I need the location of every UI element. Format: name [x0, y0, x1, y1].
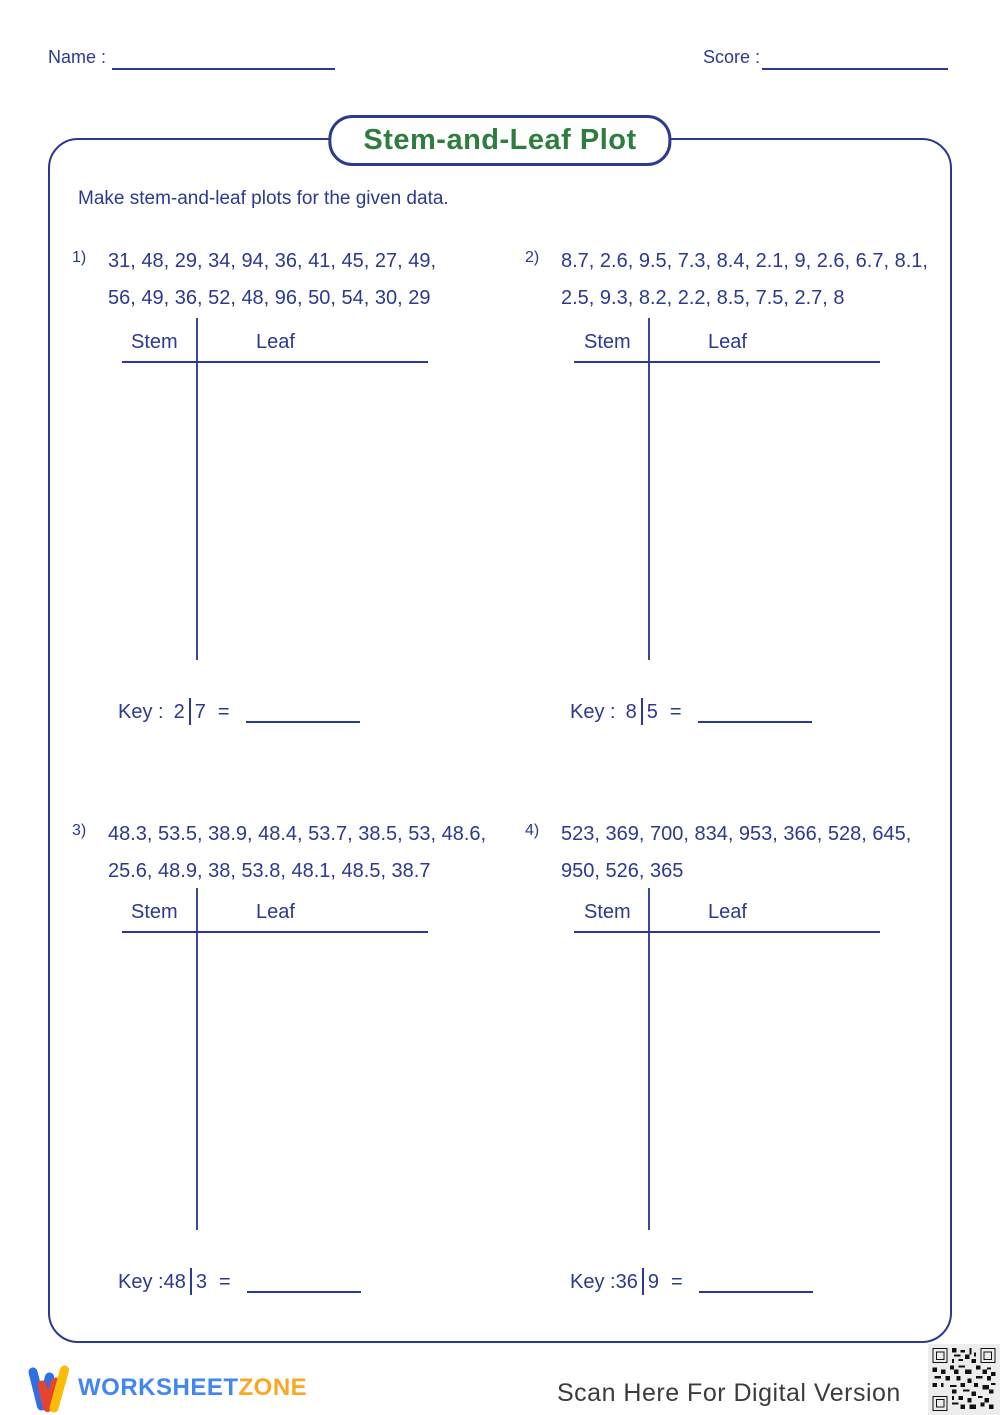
problem-4-data — [561, 816, 911, 890]
key-1-answer-field[interactable] — [246, 703, 360, 723]
problem-4-number: 4) — [525, 822, 540, 839]
key-label: Key : — [118, 1271, 164, 1293]
problem-4-data-line1: 523, 369, 700, 834, 953, 366, 528, 645, — [561, 823, 912, 845]
key-1 — [118, 698, 360, 725]
table-1-fill-area[interactable] — [122, 363, 428, 660]
scan-here-text: Scan Here For Digital Version — [557, 1379, 901, 1407]
brand-name — [78, 1374, 307, 1402]
problem-2-data-line1: 8.7, 2.6, 9.5, 7.3, 8.4, 2.1, 9, 2.6, 6.7, 8.1, — [561, 250, 928, 272]
key-2-answer-field[interactable] — [698, 703, 812, 723]
table-3-fill-area[interactable] — [122, 933, 428, 1230]
stem-leaf-table-1 — [122, 318, 428, 660]
stem-header: Stem — [584, 901, 631, 923]
key-3-stem: 48 — [163, 1271, 186, 1293]
table-2-fill-area[interactable] — [574, 363, 880, 660]
key-label: Key : — [570, 701, 616, 723]
key-3-answer-field[interactable] — [247, 1273, 361, 1293]
worksheetzone-w-icon — [28, 1363, 70, 1413]
problem-1-number: 1) — [72, 249, 87, 266]
instruction-text: Make stem-and-leaf plots for the given data. — [78, 188, 449, 209]
stem-leaf-table-3 — [122, 888, 428, 1230]
key-2-stem: 8 — [625, 701, 637, 723]
problem-3-data-line2: 25.6, 48.9, 38, 53.8, 48.1, 48.5, 38.7 — [108, 860, 431, 882]
leaf-header: Leaf — [708, 901, 747, 923]
problem-2-data — [561, 243, 928, 317]
key-4 — [570, 1268, 813, 1295]
key-label: Key : — [570, 1271, 616, 1293]
key-divider-bar — [642, 1268, 644, 1295]
brand-logo — [28, 1363, 307, 1413]
stem-header: Stem — [584, 331, 631, 353]
score-field[interactable] — [762, 50, 948, 70]
equals-sign: = — [669, 701, 682, 723]
problem-3-data-line1: 48.3, 53.5, 38.9, 48.4, 53.7, 38.5, 53, 48.6, — [108, 823, 487, 845]
key-3 — [118, 1268, 361, 1295]
problem-1-data-line1: 31, 48, 29, 34, 94, 36, 41, 45, 27, 49, — [108, 250, 437, 272]
table-4-fill-area[interactable] — [574, 933, 880, 1230]
stem-header: Stem — [131, 901, 178, 923]
equals-sign: = — [670, 1271, 683, 1293]
score-label: Score : — [703, 47, 761, 67]
key-2 — [570, 698, 812, 725]
problem-3-data — [108, 816, 486, 890]
stem-leaf-table-2 — [574, 318, 880, 660]
key-divider-bar — [641, 698, 643, 725]
name-field[interactable] — [112, 50, 335, 70]
key-divider-bar — [189, 698, 191, 725]
name-label: Name : — [48, 47, 107, 67]
problem-1-data — [108, 243, 436, 317]
leaf-header: Leaf — [256, 331, 295, 353]
key-3-leaf: 3 — [195, 1271, 207, 1293]
key-4-leaf: 9 — [647, 1271, 659, 1293]
key-label: Key : — [118, 701, 164, 723]
stem-leaf-table-4 — [574, 888, 880, 1230]
key-4-answer-field[interactable] — [699, 1273, 813, 1293]
page-title: Stem-and-Leaf Plot — [328, 115, 671, 166]
equals-sign: = — [217, 701, 230, 723]
brand-worksheet: WORKSHEET — [78, 1374, 239, 1401]
key-2-leaf: 5 — [646, 701, 658, 723]
leaf-header: Leaf — [708, 331, 747, 353]
key-1-stem: 2 — [173, 701, 185, 723]
problem-2-data-line2: 2.5, 9.3, 8.2, 2.2, 8.5, 7.5, 2.7, 8 — [561, 287, 845, 309]
key-divider-bar — [190, 1268, 192, 1295]
problem-3-number: 3) — [72, 822, 87, 839]
key-4-stem: 36 — [615, 1271, 638, 1293]
problem-2-number: 2) — [525, 249, 540, 266]
problem-4-data-line2: 950, 526, 365 — [561, 860, 684, 882]
qr-code-icon — [928, 1344, 1000, 1415]
brand-zone: ZONE — [238, 1374, 308, 1401]
key-1-leaf: 7 — [194, 701, 206, 723]
problem-1-data-line2: 56, 49, 36, 52, 48, 96, 50, 54, 30, 29 — [108, 287, 431, 309]
equals-sign: = — [218, 1271, 231, 1293]
stem-header: Stem — [131, 331, 178, 353]
leaf-header: Leaf — [256, 901, 295, 923]
